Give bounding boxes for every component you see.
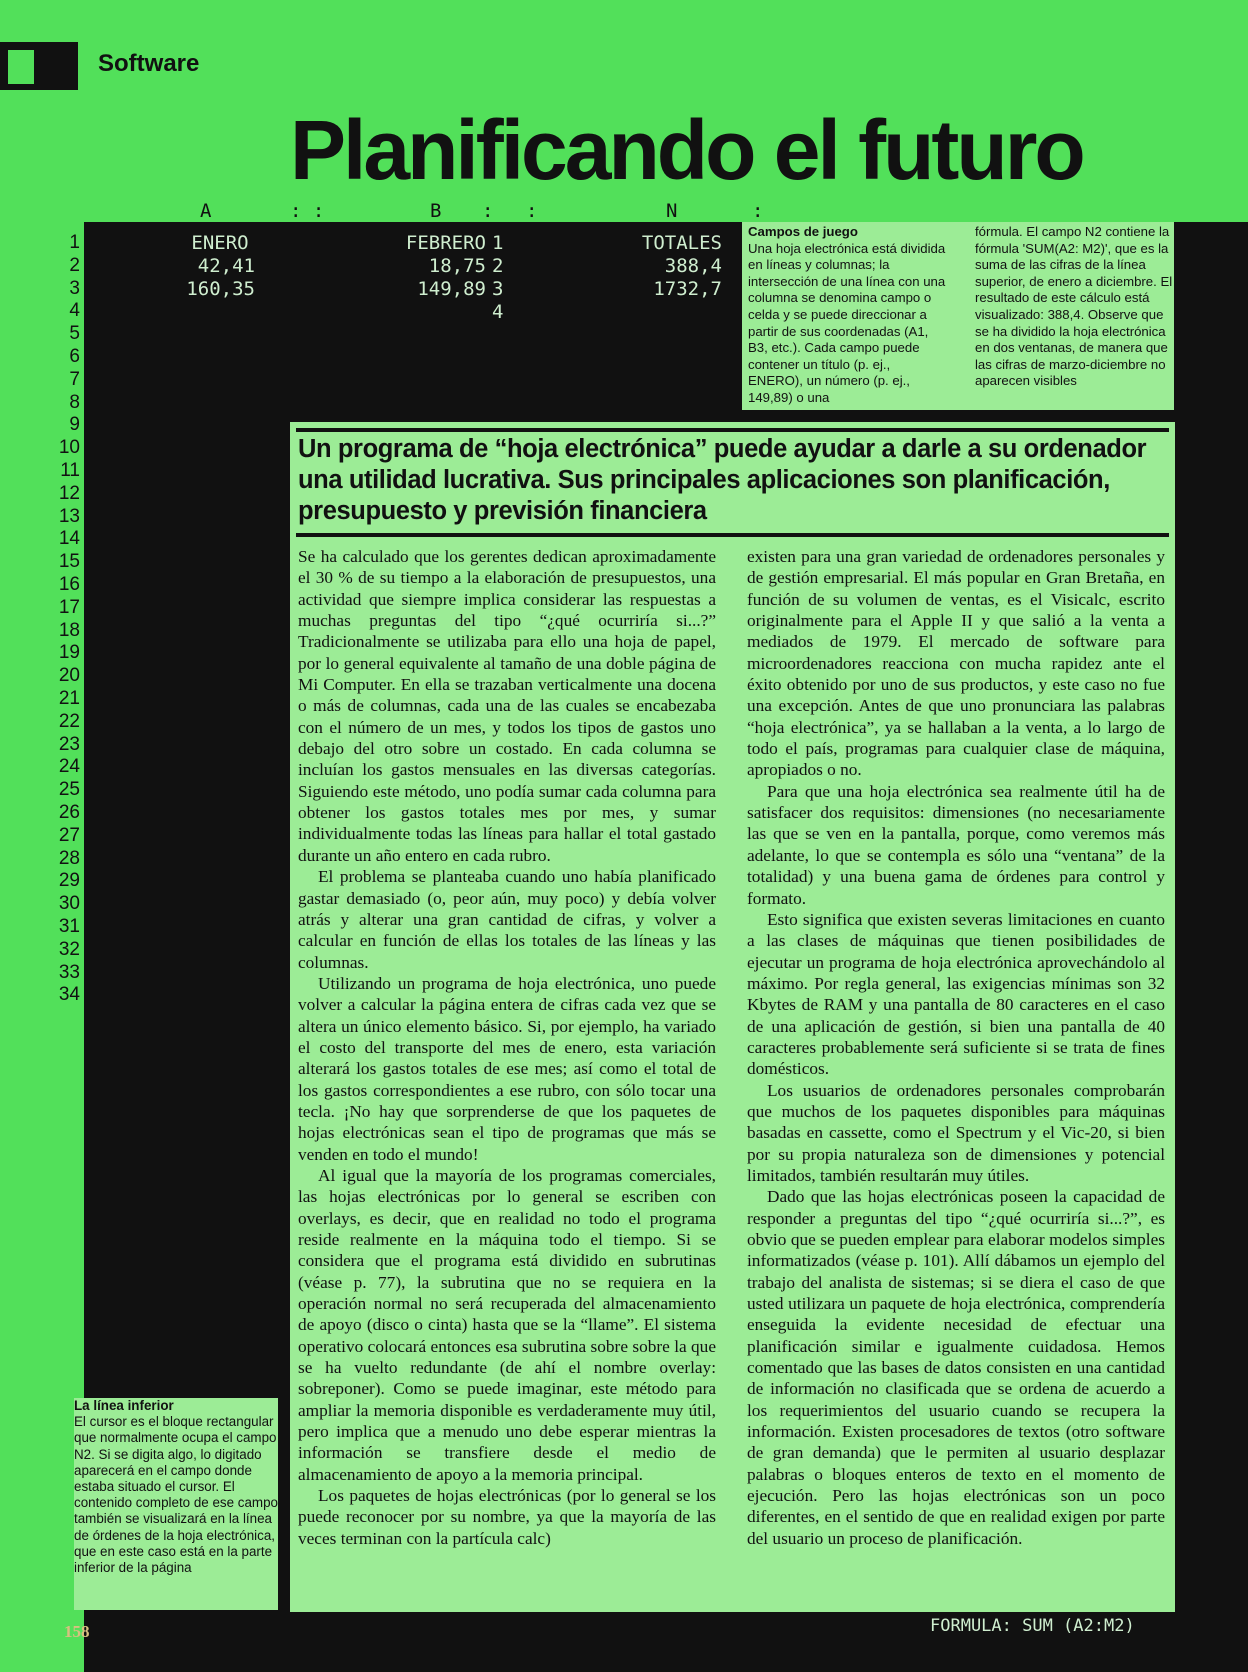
info-box-text: Una hoja electrónica está dividida en líneas y columnas; la intersección de una línea con una columna se denomina campo o celda y se puede direccionar a partir de sus coordenadas (A1, B3, etc.). Cada campo puede contener un título (p. ej., ENERO), un número (p. ej., 149,89) o una [748, 240, 946, 405]
column-header: B [430, 200, 442, 222]
cell-a1: ENERO [191, 232, 249, 254]
cell-b1: FEBRERO [405, 232, 486, 254]
row-number: 6 [69, 345, 80, 367]
article-deck: Un programa de “hoja electrónica” puede ayudar a darle a su ordenador una utilidad lucrativa. Sus principales aplicaciones son planificación, presupuesto y previsión financiera [298, 435, 1147, 525]
page-title: Planificando el futuro [290, 103, 1083, 197]
row-number: 1 [69, 232, 80, 253]
info-box-col1 [748, 224, 948, 407]
row-number: 17 [58, 596, 80, 618]
divider [296, 428, 1169, 432]
window-row-number: 1 [492, 232, 504, 254]
info-box [742, 222, 1174, 410]
column-separator: : [526, 200, 538, 222]
row-number: 32 [58, 938, 80, 960]
column-separator: : [752, 200, 764, 222]
body-column-2 [747, 546, 1165, 1549]
row-numbers [40, 232, 80, 1007]
paragraph: existen para una gran variedad de ordenadores personales y de gestión empresarial. El más popular en Gran Bretaña, en función de su volumen de ventas, es el Visicalc, escrito originalmente para el Apple II y que salió a la venta a mediados de 1979. El mercado de software para microordenadores reacciona con mucha rapidez ante el éxito obtenido por uno de sus productos, y este caso no fue una excepción. Antes de que uno pronunciara las palabras “hoja electrónica”, ya se hallaban a la venta, a lo largo de todo el país, programas para cualquier clase de máquina, apropiados o no. [747, 547, 1165, 780]
row-number: 5 [69, 323, 80, 345]
column-separator: : [482, 200, 494, 222]
paragraph: El problema se planteaba cuando uno había planificado gastar demasiado (o, peor aún, muy poco) y debía volver atrás y alterar una gran cantidad de cifras, y volver a calcular en función de ellas los totales de las líneas y las columnas. [298, 867, 716, 972]
row-number: 13 [58, 505, 80, 527]
page-number: 158 [64, 1622, 90, 1641]
row-number: 10 [58, 437, 80, 459]
row-number: 23 [58, 733, 80, 755]
row-number: 8 [69, 391, 80, 413]
row-number: 21 [58, 687, 80, 709]
row-number: 12 [58, 482, 80, 504]
cell-a2: 42,41 [197, 255, 255, 277]
row-number: 14 [58, 528, 80, 550]
row-number: 11 [60, 459, 80, 481]
caption-title: La línea inferior [74, 1398, 174, 1413]
paragraph: Utilizando un programa de hoja electrónica, uno puede volver a calcular la página entera de cifras cada vez que se altera un único elemento básico. Si, por ejemplo, ha variado el costo del transporte del mes de enero, esta variación alterará los gastos totales de ese mes; así como el total de los gastos correspondientes a ese rubro, con sólo tocar una tecla. ¡No hay que sorprenderse de que los paquetes de hojas electrónicas sean el tipo de programas que más se venden en todo el mundo! [298, 973, 716, 1164]
cell-n2: 388,4 [664, 255, 722, 277]
row-number: 22 [58, 710, 80, 732]
cell-b3: 149,89 [417, 278, 486, 300]
formula-line: FORMULA: SUM (A2:M2) [930, 1616, 1135, 1636]
row-number: 28 [58, 847, 80, 869]
section-label: Software [98, 50, 200, 77]
row-number: 26 [58, 801, 80, 823]
row-number: 25 [58, 779, 80, 801]
body-column-1 [298, 546, 716, 1549]
column-header: A [200, 200, 212, 222]
paragraph: Al igual que la mayoría de los programas comerciales, las hojas electrónicas por lo general se escriben con overlays, es decir, que en realidad no todo el programa reside realmente en la máquina todo el tiempo. Si se considera que el programa está dividido en subrutinas (véase p. 77), la subrutina que no se requiera en la operación normal no será recuperada del almacenamiento de apoyo (disco o cinta) hasta que se la “llame”. El sistema operativo colocará entonces esa subrutina sobre sobre la que se ha vuelto redundante (de ahí el nombre overlay: sobreponer). Como se puede imaginar, este método para ampliar la memoria disponible es verdaderamente muy útil, pero implica que a menudo uno debe esperar mientras la información se transfiere desde el medio de almacenamiento de apoyo a la memoria principal. [298, 1165, 716, 1484]
row-number: 19 [58, 642, 80, 664]
paragraph: Los paquetes de hojas electrónicas (por lo general se los puede reconocer por su nombre, ya que la mayoría de las veces terminan con la partícula calc) [298, 1486, 716, 1548]
cell-a3: 160,35 [186, 278, 255, 300]
window-row-number: 2 [492, 255, 504, 277]
paragraph: Para que una hoja electrónica sea realmente útil ha de satisfacer dos requisitos: dimensiones (no necesariamente las que se ven en la pantalla, porque, como veremos más adelante, lo que se contempla es sólo una “ventana” de la totalidad) y una buena gama de órdenes para control y formato. [747, 781, 1165, 908]
row-number: 27 [58, 824, 80, 846]
row-number: 33 [58, 961, 80, 983]
window-row-number: 3 [492, 278, 504, 300]
cell-n3: 1732,7 [653, 278, 722, 300]
row-number: 18 [58, 619, 80, 641]
paragraph: Dado que las hojas electrónicas poseen la capacidad de responder a preguntas del tipo “¿qué ocurriría si...?”, es obvio que se pueden emplear para elaborar modelos simples informatizados (véase p. 101). Allí dábamos un ejemplo del trabajo del analista de sistemas; si se diera el caso de que usted utilizara un paquete de hoja electrónica, comprendería enseguida la evidente necesidad de efectuar una planificación similar e igualmente cuidadosa. Hemos comentado que las bases de datos consisten en una cantidad de información no clasificada que se ordena de acuerdo a los requerimientos del usuario cuando se recupera la información. Existen procesadores de textos (otro software de gran demanda) que le permiten al usuario desplazar palabras o bloques enteros de texto en el momento de ejecución. Pero las hojas electrónicas son un poco diferentes, en el sentido de que en realidad exigen por parte del usuario un proceso de planificación. [747, 1187, 1165, 1548]
divider [296, 533, 1169, 537]
info-box-text: fórmula. El campo N2 contiene la fórmula 'SUM(A2: M2)', que es la suma de las cifras de la línea superior, de enero a diciembre. El resultado de este cálculo está visualizado: 388,4. Observe que se ha dividido la hoja electrónica en dos ventanas, de manera que las cifras de marzo-diciembre no aparecen visibles [975, 224, 1173, 389]
caption-box [74, 1398, 278, 1610]
row-number: 15 [58, 551, 80, 573]
info-box-title: Campos de juego [748, 224, 858, 239]
paragraph: Los usuarios de ordenadores personales comprobarán que muchos de los paquetes disponibles para máquinas basadas en cassette, como el Spectrum y el Vic-20, si bien por su propia naturaleza son de dimensiones y potencial limitados, también resultarán muy útiles. [747, 1080, 1165, 1185]
column-headers [0, 200, 1248, 224]
column-header: N [666, 200, 678, 222]
cell-b2: 18,75 [428, 255, 486, 277]
row-number: 2 [69, 254, 80, 276]
row-number: 24 [58, 756, 80, 778]
row-number: 16 [58, 573, 80, 595]
paragraph: Esto significa que existen severas limitaciones en cuanto a las clases de máquinas que tienen posibilidades de ejecutar un programa de hoja electrónica aprovechándolo al máximo. Por regla general, las exigencias mínimas son 32 Kbytes de RAM y una pantalla de 80 caracteres en el caso de una aplicación de gestión, si bien una pantalla de 40 caracteres probablemente será suficiente si se trata de fines domésticos. [747, 909, 1165, 1079]
row-number: 29 [58, 870, 80, 892]
window-row-number: 4 [492, 301, 504, 323]
column-separator: : : [290, 200, 325, 222]
cell-n1: TOTALES [641, 232, 722, 254]
section-icon [0, 42, 78, 90]
row-number: 31 [58, 915, 80, 937]
row-number: 3 [69, 277, 80, 299]
row-number: 30 [58, 893, 80, 915]
paragraph: Se ha calculado que los gerentes dedican aproximadamente el 30 % de su tiempo a la elaboración de presupuestos, una actividad que siempre implica considerar las respuestas a muchas preguntas del tipo “¿qué ocurriría si...?” Tradicionalmente se utilizaba para ello una hoja de papel, por lo general equivalente al tamaño de una doble página de Mi Computer. En ella se trazaban verticalmente una docena o más de columnas, cada una de las cuales se encabezaba con el número de un mes, y todos los tipos de gastos uno debajo del otro sobre un costado. En cada columna se incluían los gastos mensuales en las diversas categorías. Siguiendo este método, uno podía sumar cada columna para obtener los gastos totales mes por mes, y sumar individualmente todas las líneas para hallar el total gastado durante un año entero en cada rubro. [298, 547, 716, 865]
row-number: 4 [69, 300, 80, 322]
row-number: 34 [58, 984, 80, 1006]
row-number: 20 [58, 665, 80, 687]
caption-text: El cursor es el bloque rectangular que normalmente ocupa el campo N2. Si se digita algo, lo digitado aparecerá en el campo donde estaba situado el cursor. El contenido completo de ese campo también se visualizará en la línea de órdenes de la hoja electrónica, que en este caso está en la parte inferior de la página [74, 1414, 278, 1576]
info-box-col2 [975, 224, 1175, 390]
row-number: 7 [69, 368, 80, 390]
row-number: 9 [69, 414, 80, 436]
article-panel [290, 422, 1175, 1612]
